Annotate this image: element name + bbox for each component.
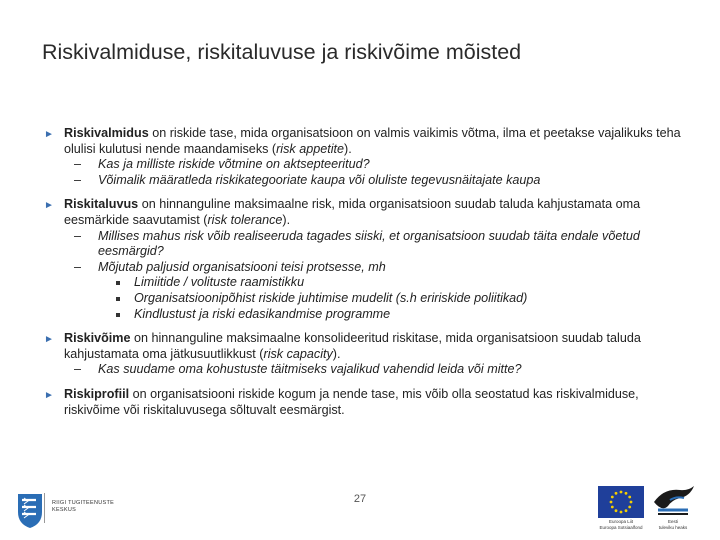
- bullet-term: Riskiprofiil: [64, 386, 130, 401]
- bullet-riskitaluvus: ► Riskitaluvus on hinnanguline maksimaalne risk, mida organisatsioon suudab taluda kahjustamata oma eesmärkide saavutamist (risk tolerance). – Millises mahus risk võib realiseeruda tagades siiski, et organisatsioon suudab täita endale võetud eesmärgid? – Mõjutab paljusid organisatsiooni teisi protsesse, mh Limiitide / volituste raamistikku Organisatsioonipõhist riskide juhtimise mudelit (s.h eririskide poliitikad) Kindlustust ja riski edasikandmise programme: [44, 197, 684, 322]
- bullet-italic: risk tolerance: [207, 212, 283, 227]
- bullet-text: on riskide tase, mida organisatsioon on valmis vaikimis võtma, ilma et peetakse vajalikuks teha olulisi kulutusi nende maandamiseks (: [64, 126, 681, 156]
- bullet-italic: risk capacity: [263, 346, 333, 361]
- swallow-logo-text: Eesti tuleviku heaks: [658, 519, 688, 530]
- logo-text: RIIGI TUGITEENUSTE KESKUS: [52, 500, 115, 513]
- sub-sub-item: Organisatsioonipõhist riskide juhtimise mudelit (s.h eririskide poliitikad): [64, 291, 684, 307]
- dash-icon: –: [74, 228, 82, 243]
- sub-sub-item: Kindlustust ja riski edasikandmise programme: [64, 307, 684, 323]
- sub-item: – Mõjutab paljusid organisatsiooni teisi protsesse, mh: [74, 259, 386, 274]
- bullet-arrow-icon: ►: [44, 389, 54, 401]
- eu-logo-text: Euroopa Liit Euroopa Sotsiaalfond: [599, 519, 643, 530]
- page-number: 27: [353, 493, 367, 505]
- bullet-term: Riskivalmidus: [64, 126, 149, 140]
- bullet-arrow-icon: ►: [44, 129, 54, 140]
- bullet-text: on organisatsiooni riskide kogum ja nende tase, mis võib olla seostatud kas riskivalmiduse, riskivõime või riskitaluvusega sõltuvalt eesmärgist.: [64, 386, 639, 417]
- bullet-term: Riskitaluvus: [64, 197, 139, 212]
- bullet-arrow-icon: ►: [44, 334, 54, 346]
- bullet-term: Riskivõime: [64, 331, 131, 346]
- square-bullet-icon: [116, 281, 120, 285]
- bullet-arrow-icon: ►: [44, 200, 54, 212]
- sub-item: – Kas ja milliste riskide võtmine on aktsepteeritud?: [74, 157, 370, 172]
- bullet-riskiprofiil: [44, 387, 684, 418]
- dash-icon: –: [74, 157, 82, 172]
- bullet-text: on hinnanguline maksimaalne konsolideeritud riskitase, mida organisatsioon suudab taluda kahjustamata oma jätkusuutlikkust (: [64, 331, 641, 361]
- dash-icon: –: [74, 172, 82, 187]
- swallow-logo: [650, 482, 696, 520]
- bullet-text: on hinnanguline maksimaalne risk, mida organisatsioon suudab taluda kahjustamata oma eesmärkide saavutamist (: [64, 197, 641, 227]
- bullet-italic: risk appetite: [276, 141, 345, 156]
- dash-icon: –: [74, 362, 82, 377]
- eu-flag-logo: [598, 486, 644, 518]
- square-bullet-icon: [116, 313, 120, 317]
- sub-sub-item: Limiitide / volituste raamistikku: [64, 275, 684, 291]
- bullet-riskivoime: ► Riskivõime on hinnanguline maksimaalne konsolideeritud riskitase, mida organisatsioon suudab taluda kahjustamata oma jätkusuutlikkust (risk capacity). – Kas suudame oma kohustuste täitmiseks vajalikud vahendid leida või mitte?: [44, 331, 684, 378]
- sub-item: – Millises mahus risk võib realiseeruda tagades siiski, et organisatsioon suudab täita endale võetud eesmärgid?: [74, 228, 640, 259]
- logo-divider: [44, 493, 45, 523]
- bullet-riskivalmidus: ► Riskivalmidus on riskide tase, mida organisatsioon on valmis vaikimis võtma, ilma et peetakse vajalikuks teha olulisi kulutusi nende maandamiseks (risk appetite). – Kas ja milliste riskide võtmine on aktsepteeritud? – Võimalik määratleda riskikategooriate kaupa või oluliste tegevusnäitajate kaupa: [44, 126, 684, 188]
- dash-icon: –: [74, 259, 82, 274]
- slide-title: Riskivalmiduse, riskitaluvuse ja riskivõime mõisted: [42, 40, 522, 64]
- sub-item: – Võimalik määratleda riskikategooriate kaupa või oluliste tegevusnäitajate kaupa: [74, 172, 541, 187]
- slide-content: [44, 126, 684, 427]
- sub-item: – Kas suudame oma kohustuste täitmiseks vajalikud vahendid leida või mitte?: [74, 362, 522, 377]
- square-bullet-icon: [116, 297, 120, 301]
